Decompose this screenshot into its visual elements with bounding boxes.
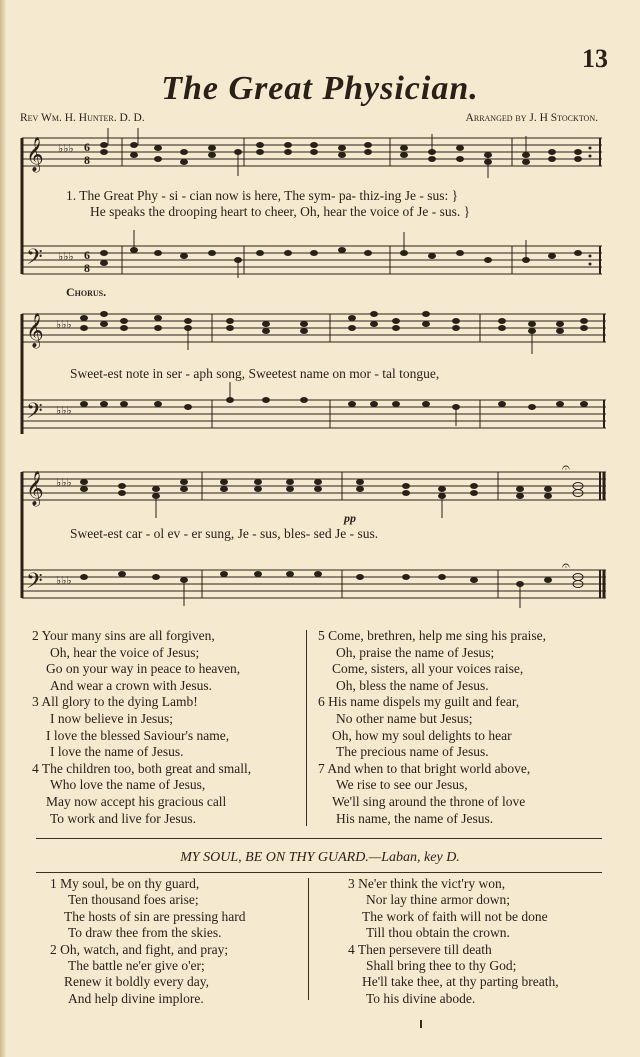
svg-text:𝄞: 𝄞 <box>26 314 44 347</box>
verse-line: I love the name of Jesus. <box>50 744 184 760</box>
verse-line: We rise to see our Jesus, <box>336 777 468 793</box>
verse-line: To draw thee from the skies. <box>68 925 222 941</box>
verse-line: No other name but Jesus; <box>336 710 473 726</box>
verses-right-column <box>318 628 618 827</box>
svg-text:𝄞: 𝄞 <box>26 138 44 171</box>
svg-text:𝄢: 𝄢 <box>26 569 43 598</box>
svg-text:𝄐: 𝄐 <box>562 461 570 476</box>
verse-line: He'll take thee, at thy parting breath, <box>362 974 559 990</box>
stanza-5 <box>318 628 618 694</box>
verse-line: 4 The children too, both great and small, <box>32 760 252 776</box>
svg-text:♭♭♭: ♭♭♭ <box>56 405 72 417</box>
svg-text:𝄐: 𝄐 <box>562 559 570 574</box>
verse-line: We'll sing around the throne of love <box>332 793 526 809</box>
svg-text:♭♭♭: ♭♭♭ <box>58 143 74 155</box>
verse-line: 3 All glory to the dying Lamb! <box>32 694 198 710</box>
verse-line: Nor lay thine armor down; <box>366 892 510 908</box>
author-credit: Rev Wm. H. Hunter. D. D. <box>20 112 145 124</box>
verse-line: Oh, hear the voice of Jesus; <box>50 644 200 660</box>
lyric-line-chorus-1: Sweet-est note in ser - aph song, Sweetest name on mor - tal tongue, <box>70 366 440 381</box>
verse-line: 7 And when to that bright world above, <box>318 760 531 776</box>
svg-text:8: 8 <box>84 261 90 275</box>
verse-line: I now believe in Jesus; <box>50 710 173 726</box>
hymn2-right-column <box>348 876 618 1007</box>
hymn2-stanza-2 <box>50 942 310 1008</box>
hymn2-stanza-1 <box>50 876 310 942</box>
hymn2-stanza-4 <box>348 942 618 1008</box>
verse-line: His name, the name of Jesus. <box>336 810 494 826</box>
verse-line: And help divine implore. <box>68 990 204 1006</box>
verse-line: May now accept his gracious call <box>46 793 227 809</box>
arranger-credit: Arranged by J. H Stockton. <box>465 112 598 124</box>
dynamic-marking: pp <box>344 511 356 525</box>
stanza-2 <box>32 628 307 694</box>
column-divider <box>306 630 307 826</box>
verse-line: Who love the name of Jesus, <box>50 777 206 793</box>
verse-line: And wear a crown with Jesus. <box>50 677 212 693</box>
page-number: 13 <box>582 44 608 73</box>
verse-line: 2 Oh, watch, and fight, and pray; <box>50 941 229 957</box>
hymn2-left-column <box>50 876 310 1007</box>
verse-line: Renew it boldly every day, <box>64 974 209 990</box>
verse-line: Shall bring thee to thy God; <box>366 958 517 974</box>
column-divider <box>308 878 309 1000</box>
verse-line: 1 My soul, be on thy guard, <box>50 876 200 891</box>
verse-line: The hosts of sin are pressing hard <box>64 908 246 924</box>
verse-line: I love the blessed Saviour's name, <box>46 727 230 743</box>
svg-text:𝄞: 𝄞 <box>26 472 44 505</box>
verse-line: Come, sisters, all your voices raise, <box>332 661 524 677</box>
verse-line: 6 His name dispels my guilt and fear, <box>318 694 520 710</box>
lyric-line-1: 1. The Great Phy - si - cian now is here, The sym- pa- thiz-ing Je - sus: } <box>66 188 459 203</box>
hymn-title: The Great Physician. <box>161 70 479 107</box>
verse-line: To work and live for Jesus. <box>50 810 197 826</box>
verse-line: The precious name of Jesus. <box>336 744 489 760</box>
music-system-1 <box>12 128 612 278</box>
lyric-line-chorus-2: Sweet-est car - ol ev - er sung, Je - sus, bles- sed Je - sus. <box>70 526 379 541</box>
stanza-4 <box>32 761 307 827</box>
stanza-3 <box>32 694 307 760</box>
svg-text:♭♭♭: ♭♭♭ <box>56 477 72 489</box>
hymn2-title: MY SOUL, BE ON THY GUARD.—Laban, key D. <box>180 850 460 865</box>
verse-line: 2 Your many sins are all forgiven, <box>32 628 215 643</box>
verse-line: Oh, bless the name of Jesus. <box>336 677 489 693</box>
music-system-3 <box>12 460 612 610</box>
verse-line: Ten thousand foes arise; <box>68 892 199 908</box>
svg-text:8: 8 <box>84 153 90 167</box>
verse-line: To his divine abode. <box>366 990 476 1006</box>
verse-line: Oh, how my soul delights to hear <box>332 727 512 743</box>
svg-text:6: 6 <box>84 140 90 154</box>
chorus-label: Chorus. <box>66 285 107 299</box>
verse-line: 3 Ne'er think the vict'ry won, <box>348 876 506 891</box>
lyric-line-2: He speaks the drooping heart to cheer, Oh, hear the voice of Je - sus. } <box>90 204 471 219</box>
hymn2-stanza-3 <box>348 876 618 942</box>
section-divider-bottom <box>36 872 602 873</box>
verse-line: Go on your way in peace to heaven, <box>46 661 241 677</box>
svg-text:𝄢: 𝄢 <box>26 399 43 428</box>
stanza-6 <box>318 694 618 760</box>
verse-line: Till thou obtain the crown. <box>366 925 510 941</box>
music-system-2 <box>12 300 612 440</box>
verse-line: 5 Come, brethren, help me sing his praise, <box>318 628 546 643</box>
svg-text:♭♭♭: ♭♭♭ <box>56 575 72 587</box>
verses-left-column <box>32 628 307 827</box>
verse-line: 4 Then persevere till death <box>348 941 492 957</box>
printer-mark <box>420 1020 422 1028</box>
svg-text:6: 6 <box>84 248 90 262</box>
svg-text:𝄢: 𝄢 <box>26 245 43 274</box>
svg-text:♭♭♭: ♭♭♭ <box>56 319 72 331</box>
verse-line: Oh, praise the name of Jesus; <box>336 644 495 660</box>
verse-line: The work of faith will not be done <box>362 908 548 924</box>
section-divider-top <box>36 838 602 839</box>
svg-text:♭♭♭: ♭♭♭ <box>58 251 74 263</box>
verse-line: The battle ne'er give o'er; <box>68 958 205 974</box>
hymn2-verses <box>0 876 640 1006</box>
verses-section <box>0 628 640 828</box>
stanza-7 <box>318 761 618 827</box>
